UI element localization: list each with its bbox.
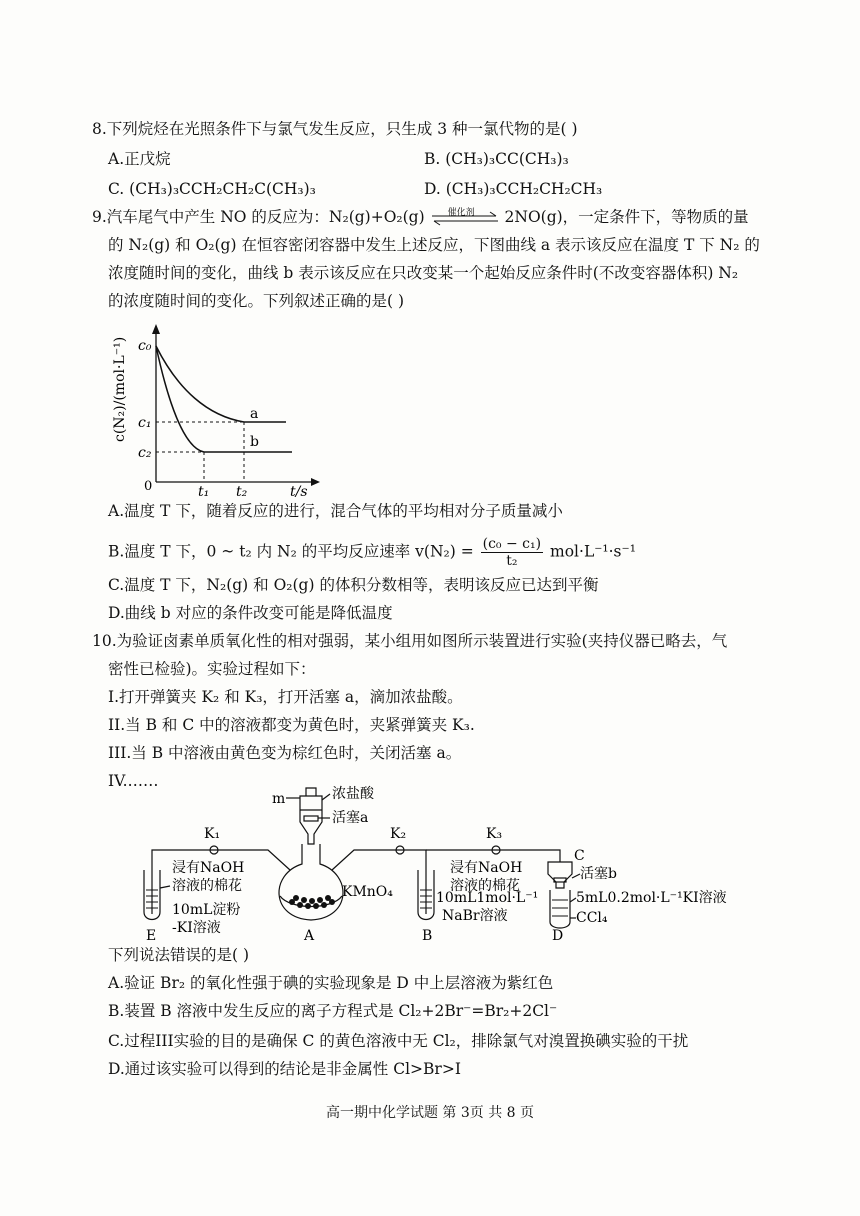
q9-option-d: D.曲线 b 对应的条件改变可能是降低温度 [108, 604, 393, 622]
q9-line-3: 浓度随时间的变化，曲线 b 表示该反应在只改变某一个起始反应条件时(不改变容器体积) N₂ [108, 264, 739, 282]
test-tube-d [550, 890, 570, 928]
graph-c1-label: c₁ [138, 415, 152, 431]
label-e: E [146, 928, 157, 944]
label-ccl4: CCl₄ [576, 910, 608, 926]
q8-option-a: A.正戊烷 [108, 150, 171, 168]
q10-step-4: IV.…… [108, 772, 159, 790]
q10-option-b: B.装置 B 溶液中发生反应的离子方程式是 Cl₂+2Br⁻=Br₂+2Cl⁻ [108, 1002, 558, 1020]
label-c: C [574, 848, 585, 864]
q9-option-b [108, 536, 636, 569]
rate-denominator: t₂ [506, 553, 518, 569]
curve-a [156, 346, 286, 422]
e-sol-pointer [160, 886, 170, 888]
curve-a-label: a [250, 406, 259, 422]
graph-y-arrow-icon [152, 324, 160, 334]
q9-line-2: 的 N₂(g) 和 O₂(g) 在恒容密闭容器中发生上述反应，下图曲线 a 表示该反应在温度 T 下 N₂ 的 [108, 236, 760, 254]
graph-c0-label: c₀ [138, 338, 152, 354]
rate-numerator: (c₀ − c₁) [482, 536, 542, 552]
label-conc-hcl: 浓盐酸 [332, 786, 374, 802]
q8-option-b: B. (CH₃)₃CC(CH₃)₃ [424, 150, 569, 168]
label-a: A [304, 928, 315, 944]
label-kmno4: KMnO₄ [342, 884, 393, 900]
label-cotton2-naoh-2: 溶液的棉花 [450, 878, 520, 894]
curve-b-label: b [250, 434, 259, 450]
curve-b [156, 346, 292, 452]
graph-t2-label: t₂ [236, 484, 248, 500]
label-b: B [422, 928, 433, 944]
hcl-pointer [322, 794, 330, 800]
stopcock-a-icon [304, 816, 318, 821]
graph-origin-label: 0 [144, 479, 153, 494]
q8-stem: 8.下列烷烃在光照条件下与氯气发生反应，只生成 3 种一氯代物的是( ) [92, 120, 578, 138]
stopcock-b-icon [554, 878, 566, 882]
graph-x-arrow-icon [311, 478, 320, 486]
q8-option-c: C. (CH₃)₃CCH₂CH₂C(CH₃)₃ [108, 180, 316, 198]
q10-line-2: 密性已检验)。实验过程如下： [108, 660, 316, 678]
label-d-sol: 5mL0.2mol·L⁻¹KI溶液 [576, 890, 727, 906]
funnel-top [306, 788, 316, 796]
graph-y-label: c(N₂)/(mol·L⁻¹) [112, 336, 128, 442]
graph-c2-label: c₂ [138, 445, 152, 461]
apparatus-diagram [130, 778, 770, 946]
q10-step-2: II.当 B 和 C 中的溶液都变为黄色时，夹紧弹簧夹 K₃. [108, 716, 475, 734]
q9-equation-left: 9.汽车尾气中产生 NO 的反应为：N₂(g)+O₂(g) [92, 208, 425, 226]
page-footer: 高一期中化学试题 第 3页 共 8 页 [325, 1105, 535, 1121]
label-e-sol-2: -KI溶液 [172, 920, 221, 936]
flask-a [279, 844, 343, 920]
label-cotton2-naoh-1: 浸有NaOH [450, 860, 523, 876]
q8-option-d: D. (CH₃)₃CCH₂CH₂CH₃ [424, 180, 603, 198]
rate-unit: mol·L⁻¹·s⁻¹ [550, 542, 636, 561]
label-m: m [272, 791, 286, 807]
q10-step-3: III.当 B 中溶液由黄色变为棕红色时，关闭活塞 a。 [108, 744, 462, 762]
label-stopcock-a: 活塞a [332, 810, 369, 826]
label-k3: K₃ [486, 826, 503, 842]
q10-option-a: A.验证 Br₂ 的氧化性强于碘的实验现象是 D 中上层溶液为紫红色 [108, 974, 554, 992]
label-b-sol-1: 10mL1mol·L⁻¹ [436, 890, 539, 906]
q10-line-1: 10.为验证卤素单质氧化性的相对强弱，某小组用如图所示装置进行实验(夹持仪器已略去，气 [92, 632, 728, 650]
q9-line-4: 的浓度随时间的变化。下列叙述正确的是( ) [108, 292, 405, 310]
label-e-sol-1: 10mL淀粉 [172, 902, 241, 918]
q9-concentration-graph [104, 312, 324, 500]
funnel-c [548, 862, 572, 888]
rate-fraction [481, 536, 543, 569]
equilibrium-arrow-icon [430, 208, 500, 228]
q10-option-d: D.通过该实验可以得到的结论是非金属性 Cl>Br>I [108, 1060, 461, 1078]
graph-t1-label: t₁ [198, 484, 210, 500]
label-k2: K₂ [390, 826, 407, 842]
graph-x-label: t/s [290, 484, 308, 500]
tube-a-to-b [332, 850, 426, 870]
stopcock-b-pointer [572, 874, 580, 878]
q9-equation-right: 2NO(g)，一定条件下，等物质的量 [504, 208, 749, 226]
label-stopcock-b: 活塞b [580, 866, 617, 882]
q9-line-1 [92, 206, 749, 228]
q9-option-c: C.温度 T 下，N₂(g) 和 O₂(g) 的体积分数相等，表明该反应已达到平衡 [108, 576, 599, 594]
catalyst-label: 催化剂 [447, 208, 475, 218]
q10-ask: 下列说法错误的是( ) [108, 946, 250, 964]
q10-step-1: I.打开弹簧夹 K₂ 和 K₃，打开活塞 a，滴加浓盐酸。 [108, 688, 463, 706]
q9-option-b-text: B.温度 T 下，0 ~ t₂ 内 N₂ 的平均反应速率 v(N₂) = [108, 542, 474, 561]
q10-option-c: C.过程III实验的目的是确保 C 的黄色溶液中无 Cl₂，排除氯气对溴置换碘实验的干扰 [108, 1032, 689, 1050]
q9-option-a: A.温度 T 下，随着反应的进行，混合气体的平均相对分子质量减小 [108, 502, 563, 520]
label-b-sol-2: NaBr溶液 [442, 908, 508, 924]
separatory-funnel [300, 796, 322, 844]
label-cotton-naoh-1: 浸有NaOH [172, 860, 245, 876]
label-k1: K₁ [204, 826, 221, 842]
label-d: D [552, 928, 564, 944]
label-cotton-naoh-2: 溶液的棉花 [172, 878, 242, 894]
